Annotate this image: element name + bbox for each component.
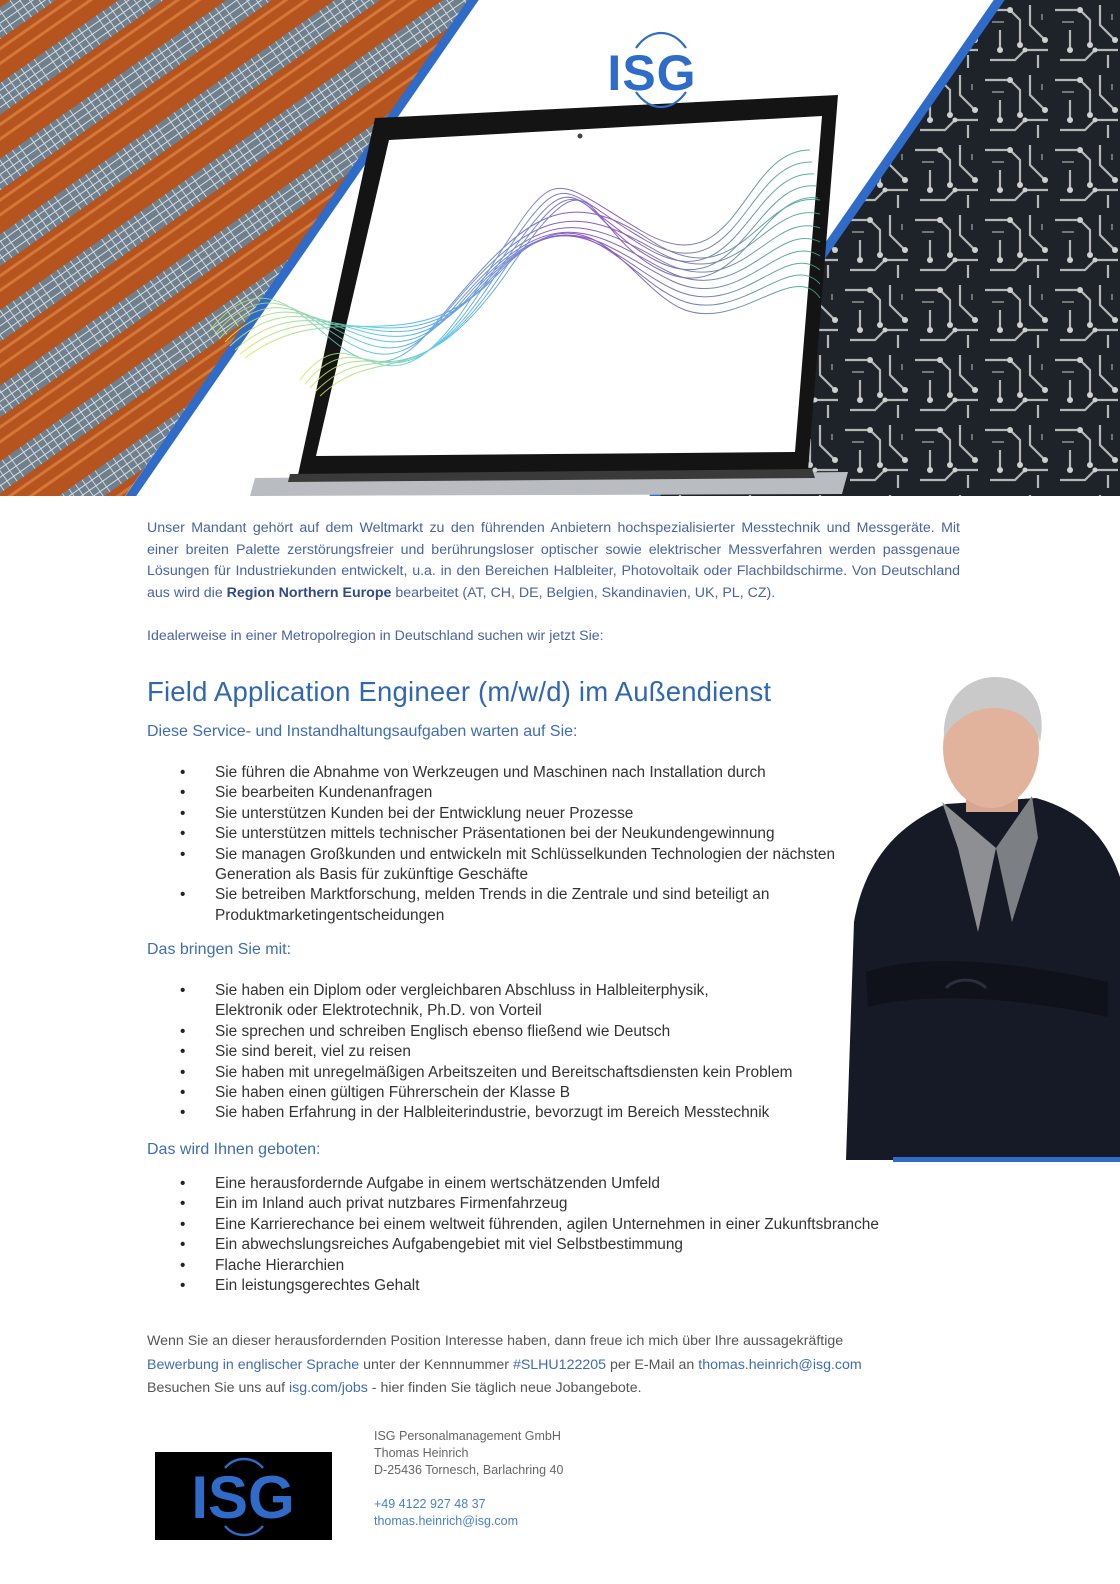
list-item: • Flache Hierarchien: [147, 1256, 967, 1276]
offer-list: [147, 1174, 967, 1296]
application-paragraph: Wenn Sie an dieser herausfordernden Position Interesse haben, dann freue ich mich über Ihre aussagekräftige Bewerbung in englischer Sprache unter der Kennnummer #SLHU122205 per E-Mail an thomas.heinrich@isg.com Besuchen Sie uns auf isg.com/jobs - hier finden Sie täglich neue Jobangebote.: [147, 1333, 862, 1396]
list-item: • Sie betreiben Marktforschung, melden Trends in die Zentrale und sind beteiligt an Produktmarketingentscheidungen: [147, 885, 907, 926]
isg-logo: [607, 33, 696, 107]
list-item: • Sie haben einen gültigen Führerschein der Klasse B: [147, 1083, 907, 1103]
list-item: • Ein im Inland auch privat nutzbares Firmenfahrzeug: [147, 1194, 967, 1214]
list-item: • Sie haben ein Diplom oder vergleichbaren Abschluss in Halbleiterphysik, Elektronik oder Elektrotechnik, Ph.D. von Vorteil: [147, 981, 760, 1022]
photo-accent-bar: [893, 1157, 1120, 1162]
jobs-site-link[interactable]: isg.com/jobs: [288, 1380, 368, 1396]
street-address: D-25436 Tornesch, Barlachring 40: [374, 1463, 564, 1477]
apply-english-link[interactable]: Bewerbung in englischer Sprache: [147, 1356, 360, 1373]
list-item: • Sie sprechen und schreiben Englisch ebenso fließend wie Deutsch: [147, 1022, 907, 1042]
reference-number: #SLHU122205: [512, 1356, 607, 1373]
section-heading-profile: Das bringen Sie mit:: [147, 941, 292, 958]
logo-text: ISG: [191, 1464, 295, 1531]
list-item: • Sie führen die Abnahme von Werkzeugen und Maschinen nach Installation durch: [147, 763, 907, 783]
list-item: • Sie haben Erfahrung in der Halbleiterindustrie, bevorzugt im Bereich Messtechnik: [147, 1103, 907, 1123]
phone-number[interactable]: +49 4122 927 48 37: [374, 1497, 486, 1511]
list-item: • Sie unterstützen Kunden bei der Entwicklung neuer Prozesse: [147, 804, 907, 824]
list-item: • Sie bearbeiten Kundenanfragen: [147, 783, 907, 803]
footer-address: [374, 1428, 563, 1479]
contact-person-photo: [846, 672, 1120, 1160]
list-item: • Sie haben mit unregelmäßigen Arbeitszeiten und Bereitschaftsdiensten kein Problem: [147, 1063, 907, 1083]
list-item: • Sie sind bereit, viel zu reisen: [147, 1042, 907, 1062]
intro-paragraph: Unser Mandant gehört auf dem Weltmarkt zu den führenden Anbietern hochspezialisierter Messtechnik und Messgeräte. Mit einer breiten Palette zerstörungsfreier und berührungsloser optischer sowie elektrischer Messverfahren werden passgenaue Lösungen für Industriekunden entwickelt, u.a. in den Bereichen Halbleiter, Photovoltaik oder Flachbildschirme. Von Deutschland aus wird die Region Northern Europe bearbeitet (AT, CH, DE, Belgien, Skandinavien, UK, PL, CZ).: [147, 520, 960, 601]
list-item: • Eine herausfordernde Aufgabe in einem wertschätzenden Umfeld: [147, 1174, 967, 1194]
section-heading-offer: Das wird Ihnen geboten:: [147, 1141, 321, 1158]
footer-contact: [374, 1496, 518, 1530]
logo-text: ISG: [607, 45, 697, 101]
section-heading-tasks: Diese Service- und Instandhaltungsaufgaben warten auf Sie:: [147, 723, 578, 740]
region-highlight: Region Northern Europe: [226, 584, 392, 601]
contact-name: Thomas Heinrich: [374, 1446, 469, 1460]
footer-email-link[interactable]: thomas.heinrich@isg.com: [374, 1514, 518, 1528]
profile-list: [147, 981, 907, 1124]
email-link[interactable]: thomas.heinrich@isg.com: [698, 1356, 862, 1373]
list-item: • Ein leistungsgerechtes Gehalt: [147, 1276, 967, 1296]
lead-text: Idealerweise in einer Metropolregion in Deutschland suchen wir jetzt Sie:: [147, 628, 604, 644]
job-title: Field Application Engineer (m/w/d) im Außendienst: [147, 676, 772, 707]
list-item: • Ein abwechslungsreiches Aufgabengebiet mit viel Selbstbestimmung: [147, 1235, 967, 1255]
list-item: • Eine Karrierechance bei einem weltweit führenden, agilen Unternehmen in einer Zukunftsbranche: [147, 1215, 967, 1235]
list-item: • Sie managen Großkunden und entwickeln mit Schlüsselkunden Technologien der nächsten Generation als Basis für zukünftige Geschäfte: [147, 845, 907, 886]
tasks-list: [147, 763, 907, 926]
isg-footer-logo: [155, 1452, 332, 1540]
list-item: • Sie unterstützen mittels technischer Präsentationen bei der Neukundengewinnung: [147, 824, 907, 844]
hero-collage-image: [0, 0, 1120, 496]
company-name: ISG Personalmanagement GmbH: [374, 1429, 561, 1443]
